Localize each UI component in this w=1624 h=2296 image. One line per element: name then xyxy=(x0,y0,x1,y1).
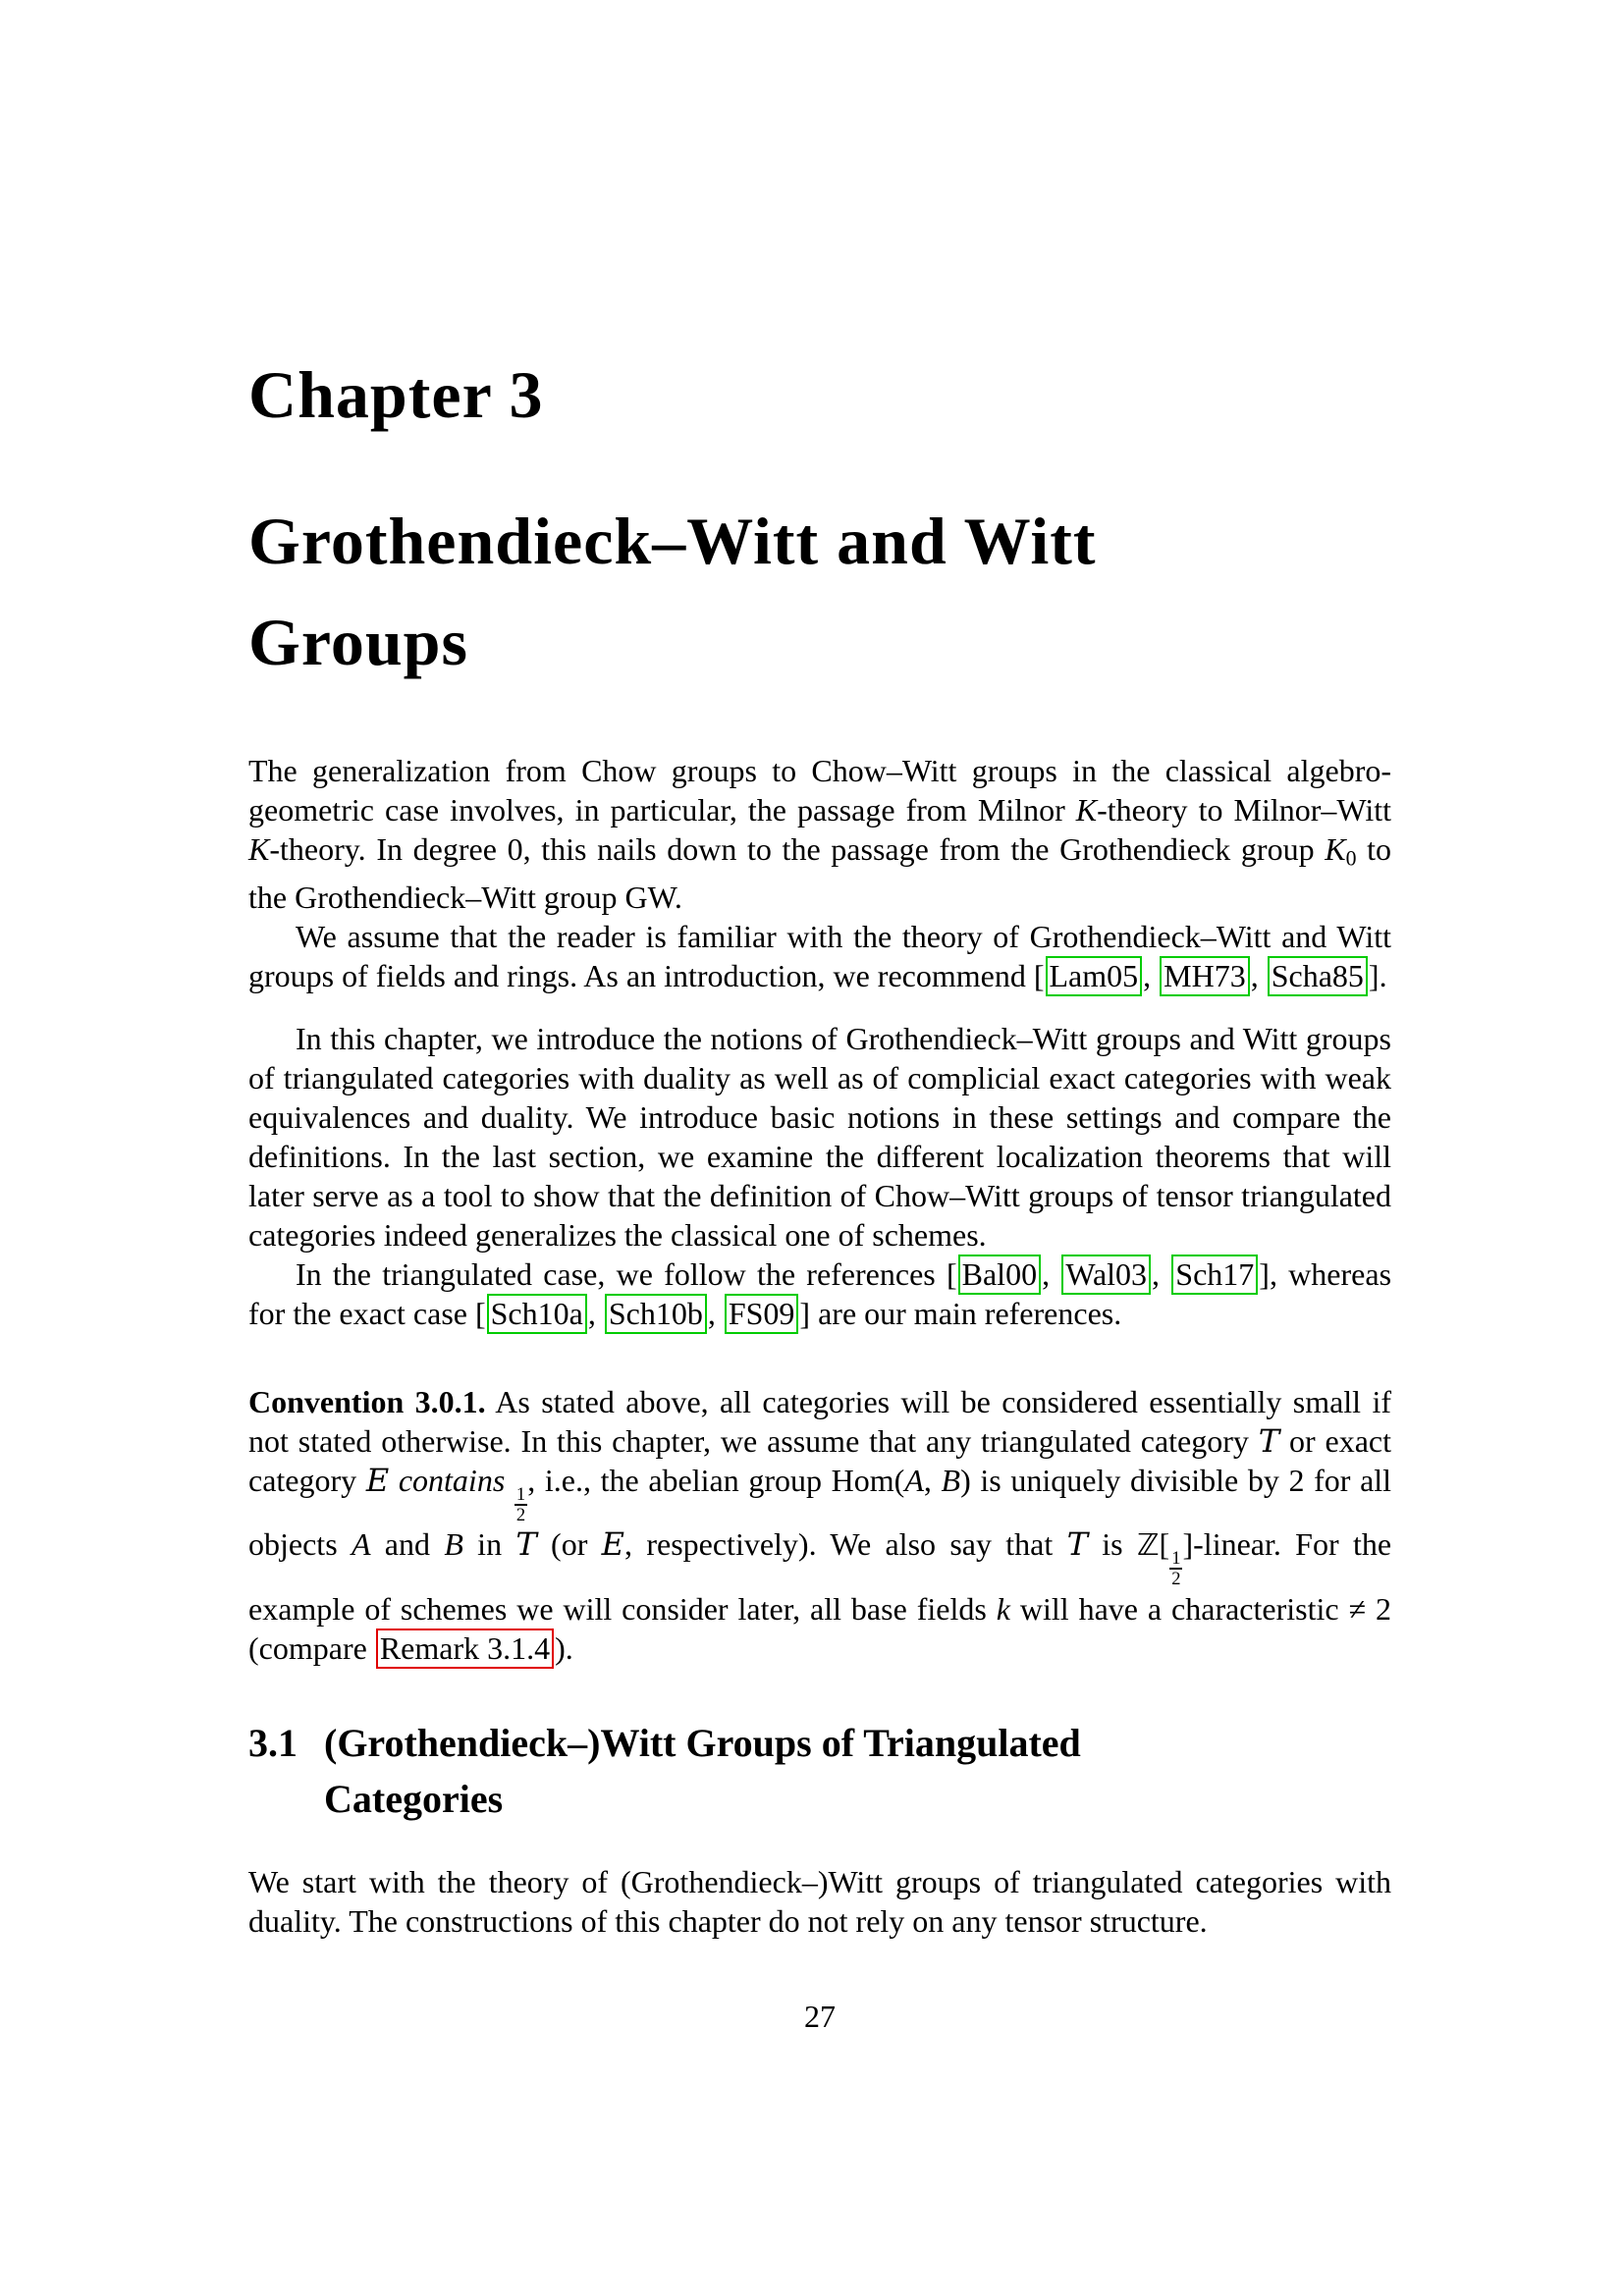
math-var: k xyxy=(996,1590,1010,1627)
chapter-label: Chapter 3 xyxy=(248,357,544,432)
text-segment: [ xyxy=(1159,1526,1170,1563)
text-segment: , i.e., the abelian group Hom( xyxy=(527,1463,905,1499)
math-var: B xyxy=(941,1463,961,1499)
text-segment: ]-linear. For the example of schemes we will consider later, all base fields xyxy=(248,1526,1392,1627)
text-segment: The generalization from Chow groups to Chow–Witt groups in the classical algebro-geometric case involves, in particular, the passage from Milnor xyxy=(248,752,1391,828)
text-segment: , xyxy=(1143,958,1160,994)
text-segment: ). xyxy=(555,1629,573,1666)
text-segment: (or xyxy=(536,1526,602,1563)
text-segment: In the triangulated case, we follow the references [ xyxy=(296,1256,957,1293)
math-var: K xyxy=(1075,791,1098,828)
text-segment: ) is uniquely divisible by 2 for all objects xyxy=(248,1463,1392,1563)
text-segment: -theory to Milnor–Witt xyxy=(1097,791,1392,828)
subscript: 0 xyxy=(1345,846,1357,871)
paragraph-intro-3 xyxy=(248,1019,1391,1255)
citation-link[interactable]: Lam05 xyxy=(1046,956,1143,996)
script-letter: T xyxy=(1066,1525,1088,1564)
page-number: 27 xyxy=(804,1999,836,2034)
convention-paragraph xyxy=(248,1382,1391,1668)
text-segment xyxy=(389,1463,399,1498)
chapter-title: Grothendieck–Witt and Witt Groups xyxy=(248,504,1097,680)
text-segment: , xyxy=(1042,1256,1061,1293)
text-segment xyxy=(505,1463,514,1498)
citation-link[interactable]: MH73 xyxy=(1160,956,1250,996)
text-segment: , xyxy=(587,1296,604,1332)
script-letter: T xyxy=(515,1525,537,1564)
cross-reference-link[interactable]: Remark 3.1.4 xyxy=(376,1629,554,1669)
math-var: B xyxy=(444,1526,463,1563)
text-segment: ], whereas for the exact case [ xyxy=(248,1256,1392,1332)
math-var: A xyxy=(351,1526,371,1563)
section-title: (Grothendieck–)Witt Groups of Triangulated Categories xyxy=(324,1720,1081,1821)
citation-link[interactable]: Sch10a xyxy=(487,1294,587,1334)
citation-link[interactable]: Sch17 xyxy=(1171,1255,1258,1295)
text-segment: ] are our main references. xyxy=(799,1296,1122,1332)
citation-link[interactable]: Wal03 xyxy=(1061,1255,1151,1295)
text-segment: in xyxy=(462,1526,516,1563)
paragraph-intro-4 xyxy=(248,1255,1391,1333)
section-heading xyxy=(248,1715,1391,1827)
text-segment: , xyxy=(1152,1256,1171,1293)
math-var: K xyxy=(1325,830,1346,867)
citation-link[interactable]: FS09 xyxy=(725,1294,799,1334)
text-column xyxy=(248,0,1391,1941)
paragraph-intro-2 xyxy=(248,917,1391,995)
script-letter: E xyxy=(601,1525,625,1564)
math-var: K xyxy=(248,830,270,867)
text-segment: will have a characteristic ≠ 2 (compare xyxy=(248,1590,1392,1666)
text-segment: , respectively). We also say that xyxy=(624,1526,1067,1563)
text-segment: We start with the theory of (Grothendieck–)Witt groups of triangulated categories with duality. The constructions of this chapter do not rely on any tensor structure. xyxy=(248,1863,1391,1939)
italic-text: contains xyxy=(398,1463,506,1499)
script-letter: E xyxy=(365,1462,390,1500)
text-segment: to the Grothendieck–Witt group GW. xyxy=(248,830,1392,916)
citation-link[interactable]: Sch10b xyxy=(605,1294,707,1334)
text-segment: or exact category xyxy=(248,1423,1392,1499)
script-letter: T xyxy=(1258,1422,1280,1461)
paragraph-intro-1 xyxy=(248,751,1391,917)
bold-text: Convention 3.0.1. xyxy=(248,1384,486,1420)
blackboard-z: ℤ xyxy=(1136,1528,1160,1564)
text-segment: In this chapter, we introduce the notions of Grothendieck–Witt groups and Witt groups of triangulated categories with duality as well as of complicial exact categories with weak equivalences and duality. We introduce basic notions in these settings and compare the definitions. In the last section, we examine the different localization theorems that will later serve as a tool to show that the definition of Chow–Witt groups of tensor triangulated categories indeed generalizes the classical one of schemes. xyxy=(248,1021,1391,1254)
text-segment: , xyxy=(707,1296,724,1332)
text-segment: and xyxy=(370,1526,445,1563)
text-segment: , xyxy=(1250,958,1267,994)
text-segment: -theory. In degree 0, this nails down to the passage from the Grothendieck group xyxy=(269,830,1326,867)
inline-fraction: $\frac{1}{2}$ xyxy=(1171,1547,1181,1590)
text-segment: ]. xyxy=(1368,958,1387,994)
paragraph-section-1 xyxy=(248,1862,1391,1941)
math-var: A xyxy=(904,1463,924,1499)
citation-link[interactable]: Bal00 xyxy=(958,1255,1041,1295)
text-segment: is xyxy=(1087,1526,1137,1563)
section-number: 3.1 xyxy=(248,1720,298,1765)
citation-link[interactable]: Scha85 xyxy=(1268,956,1368,996)
inline-fraction: $\frac{1}{2}$ xyxy=(515,1483,526,1525)
text-segment: As stated above, all categories will be considered essentially small if not stated otherwise. In this chapter, we assume that any triangulated category xyxy=(248,1384,1392,1460)
text-segment: , xyxy=(923,1463,942,1499)
text-segment: We assume that the reader is familiar with the theory of Grothendieck–Witt and Witt groups of fields and rings. As an introduction, we recommend [ xyxy=(248,919,1391,994)
